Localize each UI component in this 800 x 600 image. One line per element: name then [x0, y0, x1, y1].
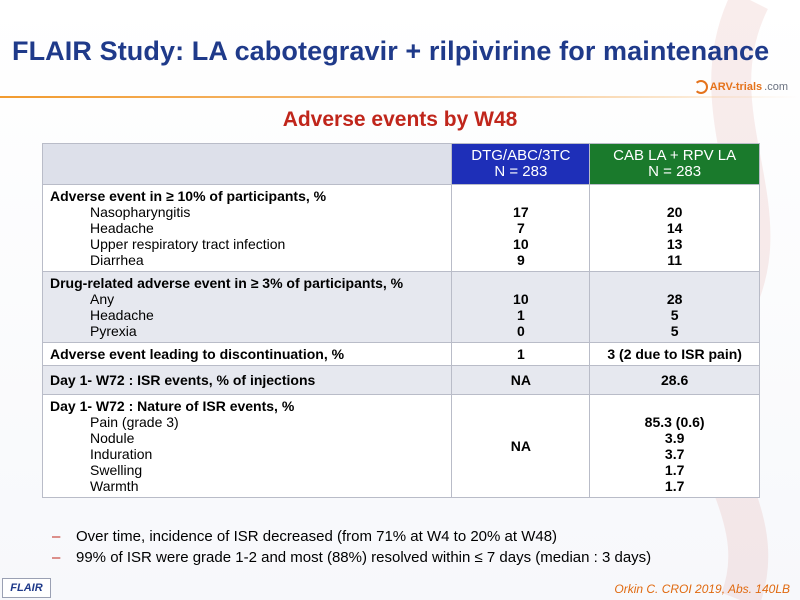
- cell-dtg-value: NA: [452, 395, 590, 498]
- cell-dtg-value: NA: [452, 366, 590, 395]
- table-row-ae-10pct: [43, 185, 760, 272]
- arv-trials-logo[interactable]: ARV-trials .com: [694, 78, 788, 96]
- table-row-isr-nature: [43, 395, 760, 498]
- section-subtitle: Adverse events by W48: [282, 108, 518, 131]
- column-header-dtg: DTG/ABC/3TC N = 283: [452, 144, 590, 185]
- row-label: Drug-related adverse event in ≥ 3% of participants, % Any Headache Pyrexia: [43, 272, 452, 343]
- table-row-isr-events: [43, 366, 760, 395]
- row-label: Day 1- W72 : Nature of ISR events, % Pain (grade 3) Nodule Induration Swelling Warmth: [43, 395, 452, 498]
- title-divider: [0, 96, 800, 98]
- study-tag: FLAIR: [2, 578, 51, 598]
- table-row-discontinuation: [43, 343, 760, 366]
- row-label: Adverse event leading to discontinuation, %: [43, 343, 452, 366]
- page-title: FLAIR Study: LA cabotegravir + rilpivirine for maintenance: [12, 36, 770, 66]
- cell-dtg-value: 1: [452, 343, 590, 366]
- dash-bullet-icon: –: [52, 549, 61, 566]
- cell-dtg-values: 17 7 10 9: [452, 185, 590, 272]
- cell-cab-value: 28.6: [590, 366, 760, 395]
- column-header-cab-rpv: CAB LA + RPV LA N = 283: [590, 144, 760, 185]
- bullet-item: – 99% of ISR were grade 1-2 and most (88%) resolved within ≤ 7 days (median : 3 days): [52, 549, 652, 566]
- logo-swirl-icon: [694, 80, 708, 94]
- cell-cab-values: 20 14 13 11: [590, 185, 760, 272]
- table-header-row: [43, 144, 760, 185]
- dash-bullet-icon: –: [52, 528, 61, 545]
- table-row-drug-related: [43, 272, 760, 343]
- summary-bullets: [52, 526, 651, 568]
- cell-cab-values: 28 5 5: [590, 272, 760, 343]
- cell-dtg-values: 10 1 0: [452, 272, 590, 343]
- adverse-events-table: [42, 143, 760, 498]
- row-label: Adverse event in ≥ 10% of participants, % Nasopharyngitis Headache Upper respiratory tract infection Diarrhea: [43, 185, 452, 272]
- bullet-item: – Over time, incidence of ISR decreased (from 71% at W4 to 20% at W48): [52, 528, 558, 545]
- cell-cab-values: 85.3 (0.6) 3.9 3.7 1.7 1.7: [590, 395, 760, 498]
- reference-citation: Orkin C. CROI 2019, Abs. 140LB: [614, 582, 790, 596]
- row-label: Day 1- W72 : ISR events, % of injections: [43, 366, 452, 395]
- header-blank-cell: [43, 144, 452, 185]
- cell-cab-value: 3 (2 due to ISR pain): [590, 343, 760, 366]
